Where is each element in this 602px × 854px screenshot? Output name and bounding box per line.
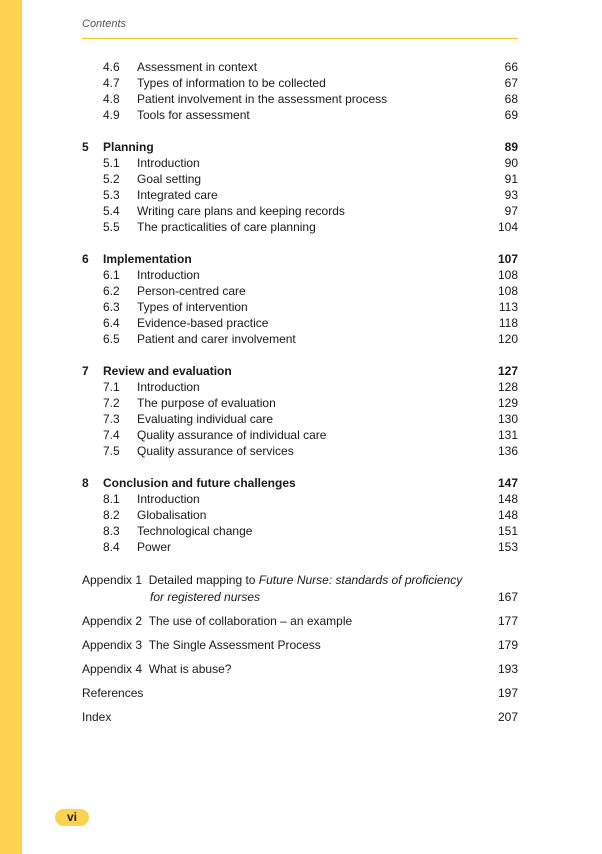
toc-entry-8-3[interactable]: 8.3 Technological change 151 [103,524,518,538]
appendix-title-line2: for registered nurses [150,590,261,604]
toc-entry-5-4[interactable]: 5.4 Writing care plans and keeping records 97 [103,204,518,218]
toc-chapter-6[interactable]: 6 Implementation 107 [82,252,518,266]
toc-entry-4-7[interactable]: 4.7 Types of information to be collected 67 [103,76,518,90]
toc-entry-6-4[interactable]: 6.4 Evidence-based practice 118 [103,316,518,330]
toc-appendix-1[interactable] [0,572,602,588]
toc-entry-5-5[interactable]: 5.5 The practicalities of care planning 104 [103,220,518,234]
toc-appendix-4[interactable]: Appendix 4 What is abuse? 193 [82,662,518,676]
toc-entry-7-4[interactable]: 7.4 Quality assurance of individual care 131 [103,428,518,442]
toc-entry-7-5[interactable]: 7.5 Quality assurance of services 136 [103,444,518,458]
toc-entry-7-3[interactable]: 7.3 Evaluating individual care 130 [103,412,518,426]
toc-chapter-5[interactable]: 5 Planning 89 [82,140,518,154]
appendix-label: Appendix 1 [82,573,143,587]
appendix-title: The Single Assessment Process [148,638,321,652]
toc-chapter-8[interactable]: 8 Conclusion and future challenges 147 [82,476,518,490]
appendix-title-italic: Future Nurse: standards of proficiency [258,573,463,587]
toc-entry-8-4[interactable]: 8.4 Power 153 [103,540,518,554]
toc-entry-8-1[interactable]: 8.1 Introduction 148 [103,492,518,506]
toc-entry-4-9[interactable]: 4.9 Tools for assessment 69 [103,108,518,122]
toc-entry-4-8[interactable]: 4.8 Patient involvement in the assessment process 68 [103,92,518,106]
page-number-tab: vi [55,809,89,826]
appendix-label: Appendix 4 [82,662,143,676]
toc-entry-5-2[interactable]: 5.2 Goal setting 91 [103,172,518,186]
toc-appendix-3[interactable]: Appendix 3 The Single Assessment Process 179 [82,638,518,652]
toc-entry-4-6[interactable]: 4.6 Assessment in context 66 [103,60,518,74]
toc-entry-5-1[interactable]: 5.1 Introduction 90 [103,156,518,170]
appendix-title: The use of collaboration – an example [148,614,353,628]
running-header: Contents [82,18,127,30]
appendix-label: Appendix 3 [82,638,143,652]
appendix-label: Appendix 2 [82,614,143,628]
toc-index[interactable]: Index 207 [82,710,518,724]
toc-chapter-7[interactable]: 7 Review and evaluation 127 [82,364,518,378]
toc-entry-6-5[interactable]: 6.5 Patient and carer involvement 120 [103,332,518,346]
toc-references[interactable]: References 197 [82,686,518,700]
toc-entry-6-2[interactable]: 6.2 Person-centred care 108 [103,284,518,298]
toc-entry-7-1[interactable]: 7.1 Introduction 128 [103,380,518,394]
appendix-title: What is abuse? [148,662,232,676]
toc-entry-6-1[interactable]: 6.1 Introduction 108 [103,268,518,282]
toc-entry-5-3[interactable]: 5.3 Integrated care 93 [103,188,518,202]
toc-appendix-2[interactable]: Appendix 2 The use of collaboration – an example 177 [82,614,518,628]
toc-appendix-1-line2[interactable]: for registered nurses 167 [150,590,518,604]
toc-entry-7-2[interactable]: 7.2 The purpose of evaluation 129 [103,396,518,410]
toc-entry-6-3[interactable]: 6.3 Types of intervention 113 [103,300,518,314]
appendix-title: Detailed mapping to [148,573,259,587]
toc-entry-8-2[interactable]: 8.2 Globalisation 148 [103,508,518,522]
